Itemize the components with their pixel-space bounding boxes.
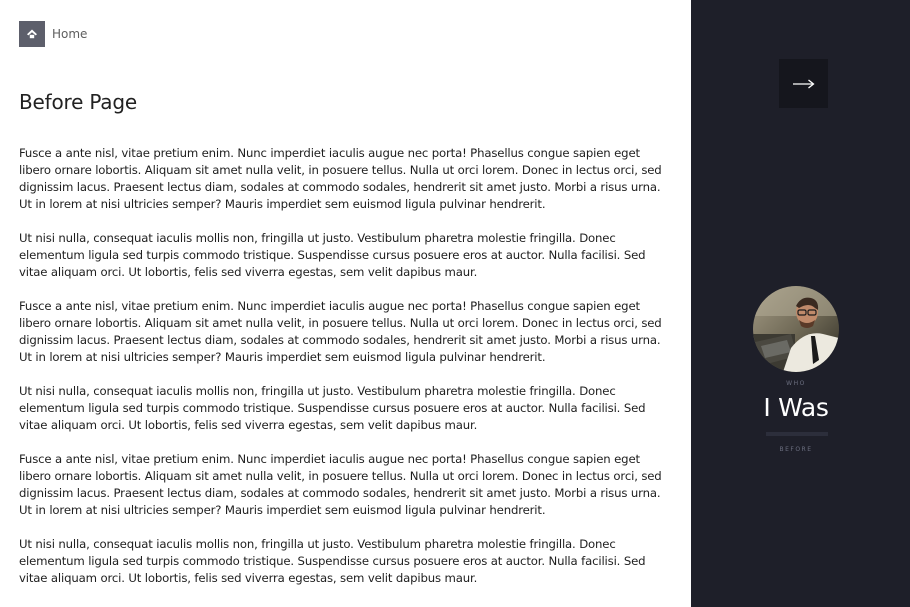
avatar-photo [753,286,839,372]
article-body [19,145,675,604]
breadcrumb-home-link[interactable]: Home [52,27,88,41]
paragraph: Fusce a ante nisl, vitae pretium enim. Nunc imperdiet iaculis augue nec porta! Phasellus congue sapien eget libero ornare lobortis. Aliquam sit amet nulla velit, in posuere tellus. Nulla ut orci lorem. Donec in lectus orci, sed dignissim lacus. Praesent lectus diam, sodales at commodo sodales, hendrerit sit amet justo. Morbi a risus urna. Ut in lorem at nisi ultricies semper? Mauris imperdiet sem euismod ligula pulvinar hendrerit. [19,452,662,517]
before-label: BEFORE [779,446,813,453]
breadcrumb [19,21,87,47]
paragraph: Ut nisi nulla, consequat iaculis mollis non, fringilla ut justo. Vestibulum pharetra molestie fringilla. Donec elementum ligula sed turpis commodo tristique. Suspendisse cursus posuere eros at auctor. Nulla facilisi. Sed vitae aliquam orci. Ut lobortis, felis sed viverra egestas, sem velit dapibus maur. [19,537,646,585]
page-title: Before Page [19,90,137,114]
home-button[interactable] [19,21,45,47]
who-label: WHO [786,380,806,387]
home-icon [26,28,38,40]
next-page-button[interactable] [779,59,828,108]
paragraph: Ut nisi nulla, consequat iaculis mollis non, fringilla ut justo. Vestibulum pharetra molestie fringilla. Donec elementum ligula sed turpis commodo tristique. Suspendisse cursus posuere eros at auctor. Nulla facilisi. Sed vitae aliquam orci. Ut lobortis, felis sed viverra egestas, sem velit dapibus maur. [19,384,646,432]
profile-name: I Was [763,393,829,422]
paragraph: Ut nisi nulla, consequat iaculis mollis non, fringilla ut justo. Vestibulum pharetra molestie fringilla. Donec elementum ligula sed turpis commodo tristique. Suspendisse cursus posuere eros at auctor. Nulla facilisi. Sed vitae aliquam orci. Ut lobortis, felis sed viverra egestas, sem velit dapibus maur. [19,231,646,279]
sidebar [691,0,910,607]
divider [766,432,828,436]
paragraph: Fusce a ante nisl, vitae pretium enim. Nunc imperdiet iaculis augue nec porta! Phasellus congue sapien eget libero ornare lobortis. Aliquam sit amet nulla velit, in posuere tellus. Nulla ut orci lorem. Donec in lectus orci, sed dignissim lacus. Praesent lectus diam, sodales at commodo sodales, hendrerit sit amet justo. Morbi a risus urna. Ut in lorem at nisi ultricies semper? Mauris imperdiet sem euismod ligula pulvinar hendrerit. [19,146,662,211]
arrow-right-icon [793,79,815,89]
avatar [753,286,839,372]
paragraph: Fusce a ante nisl, vitae pretium enim. Nunc imperdiet iaculis augue nec porta! Phasellus congue sapien eget libero ornare lobortis. Aliquam sit amet nulla velit, in posuere tellus. Nulla ut orci lorem. Donec in lectus orci, sed dignissim lacus. Praesent lectus diam, sodales at commodo sodales, hendrerit sit amet justo. Morbi a risus urna. Ut in lorem at nisi ultricies semper? Mauris imperdiet sem euismod ligula pulvinar hendrerit. [19,299,662,364]
